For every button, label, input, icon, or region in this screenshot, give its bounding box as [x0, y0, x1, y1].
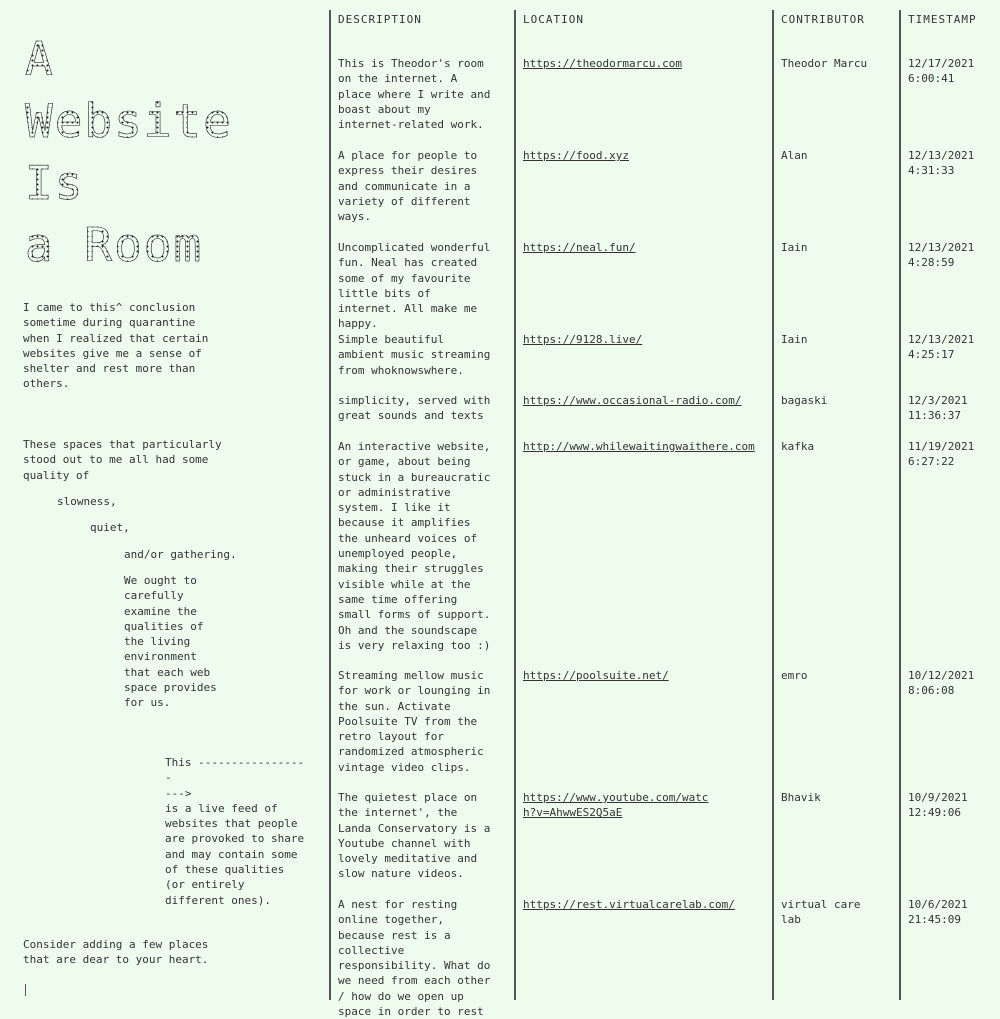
title-line: a Room: [25, 214, 325, 276]
row-location: [523, 240, 758, 255]
row-description: A place for people to express their desires and communicate in a variety of different ways.: [338, 149, 478, 224]
quality-quiet: quiet,: [90, 521, 130, 534]
row-timestamp: 12/13/2021 4:31:33: [908, 149, 975, 178]
header-contributor: CONTRIBUTOR: [781, 13, 865, 26]
qualities-intro: These spaces that particularly stood out to me all had some quality of: [23, 438, 222, 482]
row-description: Simple beautiful ambient music streaming from whoknowswhere.: [338, 333, 491, 377]
title-line: Is: [25, 152, 325, 214]
title-line: Website: [25, 90, 325, 152]
row-location: [523, 56, 758, 71]
row-timestamp: 12/13/2021 4:25:17: [908, 333, 975, 362]
row-timestamp: 12/13/2021 4:28:59: [908, 241, 975, 270]
row-contributor: Theodor Marcu: [781, 57, 868, 70]
live-feed-paragraph: This ----------------- ---> is a live feed of websites that people are provoked to share and may contain some of these qualities (or entirely different ones).: [165, 756, 305, 907]
row-contributor: Alan: [781, 149, 808, 162]
row-location: [523, 897, 758, 912]
row-timestamp: 12/17/2021 6:00:41: [908, 57, 975, 86]
site-title: [25, 28, 325, 276]
examine-paragraph: We ought to carefully examine the qualities of the living environment that each web space provides for us.: [124, 574, 217, 710]
row-description: This is Theodor's room on the internet. A place where I write and boast about my internet-related work.: [338, 57, 491, 132]
row-contributor: kafka: [781, 440, 815, 453]
location-link[interactable]: https://9128.live/: [523, 333, 643, 346]
text-cursor[interactable]: [25, 984, 26, 996]
location-link[interactable]: https://theodormarcu.com: [523, 57, 682, 70]
header-location: LOCATION: [523, 13, 584, 26]
row-timestamp: 10/6/2021 21:45:09: [908, 898, 968, 927]
location-link[interactable]: https://www.youtube.com/watch?v=AhwwES2Q5aE: [523, 791, 709, 820]
row-contributor: bagaski: [781, 394, 828, 407]
column-divider: [772, 10, 774, 1000]
quality-gathering: and/or gathering.: [124, 548, 237, 561]
column-divider: [899, 10, 901, 1000]
location-link[interactable]: https://www.occasional-radio.com/: [523, 394, 742, 407]
row-contributor: emro: [781, 669, 808, 682]
row-description: An interactive website, or game, about being stuck in a bureaucratic or administrative system. I like it because it amplifies the unheard voices of unemployed people, making their struggles visible while at the same time offering small forms of support. Oh and the soundscape is very relaxing too :): [338, 440, 491, 652]
quality-slowness: slowness,: [57, 495, 117, 508]
row-description: The quietest place on the internet', the Landa Conservatory is a Youtube channel with lovely meditative and slow nature videos.: [338, 791, 491, 881]
intro-panel: [0, 0, 330, 1000]
row-description: A nest for resting online together, because rest is a collective responsibility. What do we need from each other / how do we open up space in order to rest: [338, 898, 491, 1019]
location-link[interactable]: https://neal.fun/: [523, 241, 636, 254]
row-description: Streaming mellow music for work or lounging in the sun. Activate Poolsuite TV from the retro layout for randomized atmospheric vintage video clips.: [338, 669, 491, 774]
location-link[interactable]: https://rest.virtualcarelab.com/: [523, 898, 735, 911]
title-line: A: [25, 28, 325, 90]
row-location: [523, 790, 718, 821]
column-divider: [514, 10, 516, 1000]
row-location: [523, 393, 758, 408]
header-description: DESCRIPTION: [338, 13, 422, 26]
row-location: [523, 148, 758, 163]
row-contributor: Bhavik: [781, 791, 821, 804]
row-timestamp: 10/12/2021 8:06:08: [908, 669, 975, 698]
location-link[interactable]: https://poolsuite.net/: [523, 669, 669, 682]
column-divider: [329, 10, 331, 1000]
row-contributor: Iain: [781, 333, 808, 346]
row-location: [523, 668, 758, 683]
location-link[interactable]: https://food.xyz: [523, 149, 629, 162]
location-link[interactable]: http://www.whilewaitingwaithere.com: [523, 440, 755, 453]
row-timestamp: 10/9/2021 12:49:06: [908, 791, 968, 820]
row-timestamp: 12/3/2021 11:36:37: [908, 394, 968, 423]
intro-paragraph: I came to this^ conclusion sometime during quarantine when I realized that certain websites give me a sense of shelter and rest more than others.: [23, 301, 209, 391]
row-description: simplicity, served with great sounds and texts: [338, 394, 491, 423]
row-contributor: virtual care lab: [781, 898, 861, 927]
row-location: [523, 439, 758, 454]
row-contributor: Iain: [781, 241, 808, 254]
header-timestamp: TIMESTAMP: [908, 13, 977, 26]
row-description: Uncomplicated wonderful fun. Neal has created some of my favourite little bits of internet. All make me happy.: [338, 241, 491, 331]
add-places-prompt: Consider adding a few places that are dear to your heart.: [23, 938, 209, 967]
row-location: [523, 332, 758, 347]
row-timestamp: 11/19/2021 6:27:22: [908, 440, 975, 469]
